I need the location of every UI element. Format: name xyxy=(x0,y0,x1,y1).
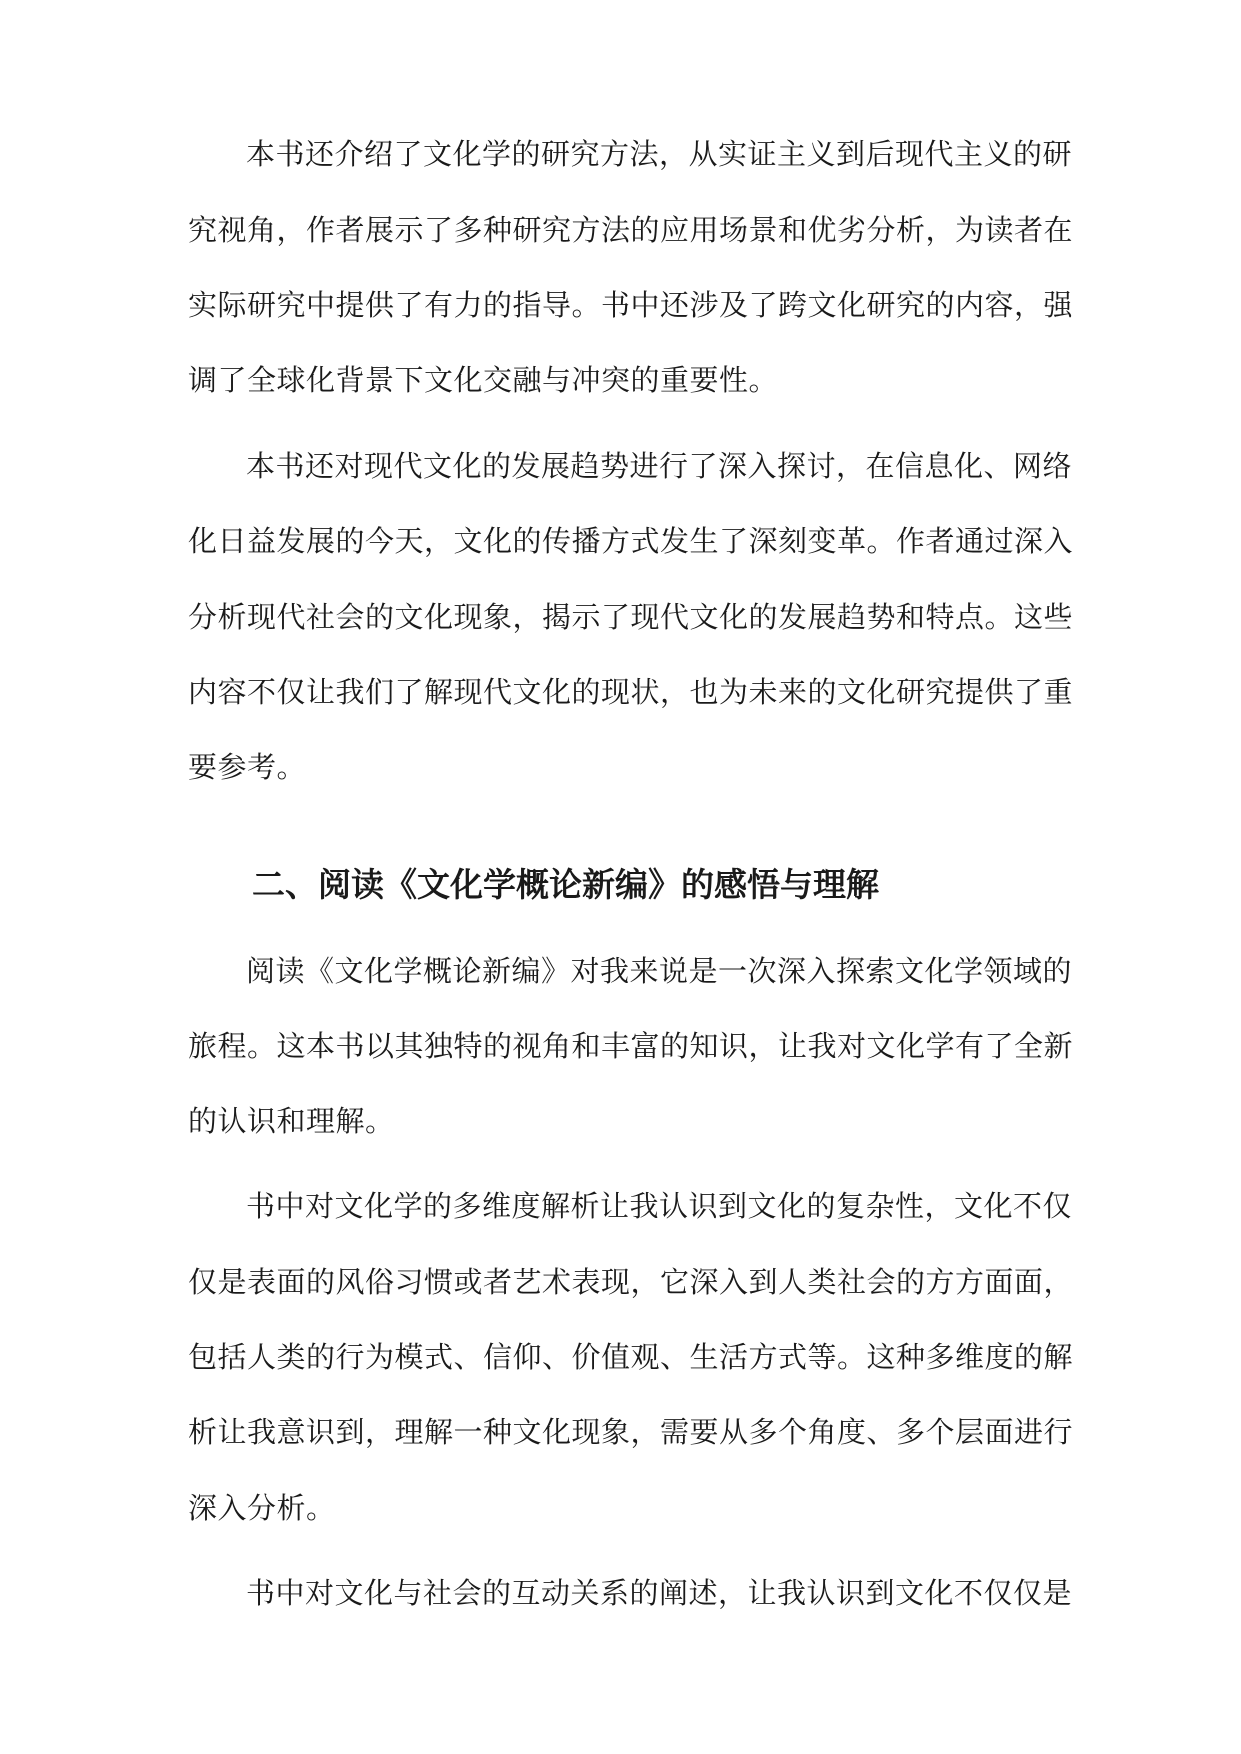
paragraph-5-line-1: 书中对文化与社会的互动关系的阐述，让我认识到文化不仅仅是 xyxy=(246,1576,1073,1610)
paragraph-3-line-2: 旅程。这本书以其独特的视角和丰富的知识，让我对文化学有了全新 xyxy=(188,1029,1074,1063)
paragraph-4-line-4: 析让我意识到，理解一种文化现象，需要从多个角度、多个层面进行 xyxy=(188,1415,1074,1449)
paragraph-2-line-3: 分析现代社会的文化现象，揭示了现代文化的发展趋势和特点。这些 xyxy=(188,600,1074,634)
paragraph-4-line-5: 深入分析。 xyxy=(188,1491,336,1525)
paragraph-2-line-5: 要参考。 xyxy=(188,750,307,784)
paragraph-1-line-4: 调了全球化背景下文化交融与冲突的重要性。 xyxy=(188,363,779,397)
paragraph-2-line-1: 本书还对现代文化的发展趋势进行了深入探讨，在信息化、网络 xyxy=(246,449,1073,483)
paragraph-4-line-3: 包括人类的行为模式、信仰、价值观、生活方式等。这种多维度的解 xyxy=(188,1340,1074,1374)
paragraph-1-line-1: 本书还介绍了文化学的研究方法，从实证主义到后现代主义的研 xyxy=(246,137,1073,171)
paragraph-2-line-4: 内容不仅让我们了解现代文化的现状，也为未来的文化研究提供了重 xyxy=(188,675,1074,709)
paragraph-3-line-3: 的认识和理解。 xyxy=(188,1104,395,1138)
paragraph-1-line-3: 实际研究中提供了有力的指导。书中还涉及了跨文化研究的内容，强 xyxy=(188,288,1074,322)
paragraph-4-line-1: 书中对文化学的多维度解析让我认识到文化的复杂性，文化不仅 xyxy=(246,1189,1073,1223)
paragraph-4-line-2: 仅是表面的风俗习惯或者艺术表现，它深入到人类社会的方方面面， xyxy=(188,1265,1074,1299)
paragraph-1-line-2: 究视角，作者展示了多种研究方法的应用场景和优劣分析，为读者在 xyxy=(188,213,1074,247)
paragraph-3-line-1: 阅读《文化学概论新编》对我来说是一次深入探索文化学领域的 xyxy=(246,954,1073,988)
paragraph-2-line-2: 化日益发展的今天，文化的传播方式发生了深刻变革。作者通过深入 xyxy=(188,524,1074,558)
section-heading: 二、阅读《文化学概论新编》的感悟与理解 xyxy=(252,865,879,904)
